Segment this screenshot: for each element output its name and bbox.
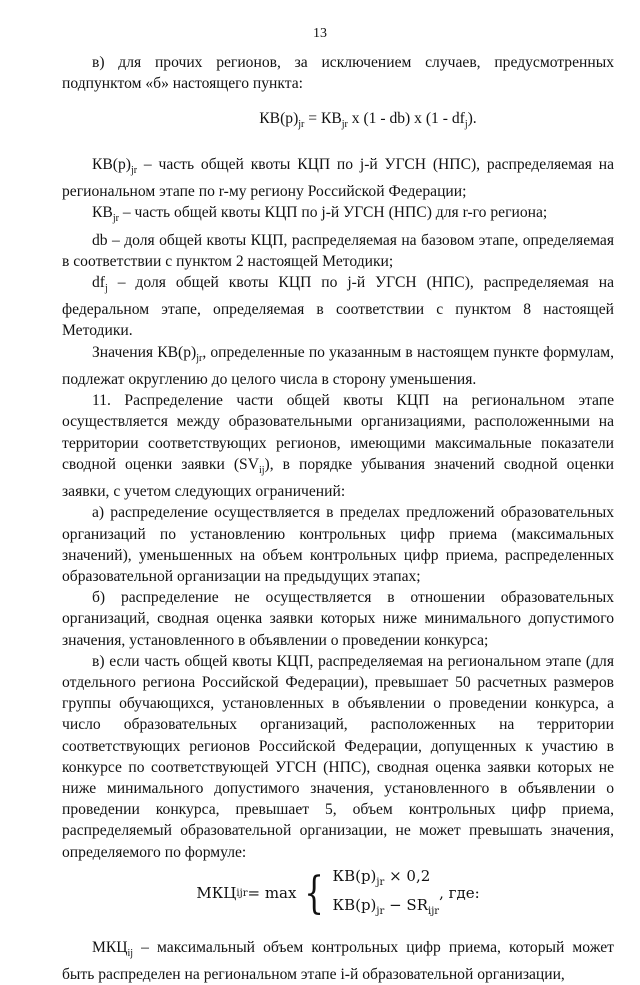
paragraph-a: а) распределение осуществляется в пределах предложений образовательных организаций по установлению контрольных цифр приема (максимальных значений), уменьшенных на объем контрольных цифр приема, распределенных образовательной организации на предыдущих этапах; [62, 504, 614, 585]
formula-mkc: МКЦ ijr = max { $КВ(р)_{jr} \times 0,2$ $КВ(р)_{jr} - SR_{ijr}$ , где: [62, 865, 614, 923]
formula-cases: $КВ(р)_{jr} \times 0,2$ $КВ(р)_{jr} - SR_{ijr}$ [332, 866, 440, 917]
definition-mkc: $МКЦ_{ij}$ – максимальный объем контрольных цифр приема, который может быть распределен на региональном этапе i-й образовательной организации, [62, 938, 614, 984]
definition-db: db – доля общей квоты КЦП, распределяемая на базовом этапе, определяемая в соответствии с пунктом 2 настоящей Методики; [62, 231, 614, 270]
document-body [62, 52, 614, 985]
paragraph-v2: в) если часть общей квоты КЦП, распределяемая на региональном этапе (для отдельного региона Российской Федерации), превышает 50 расчетных размеров группы обучающихся, установленных в объявлении о проведении конкурса, а число образовательных организаций, расположенных на территории соответствующих регионов Российской Федерации, допущенных к участию в конкурсе по соответствующей УГСН (НПС), сводная оценка заявки которых не ниже минимального допустимого значения, установленного в объявлении о проведении конкурса, превышает 5, объем контрольных цифр приема, распределяемый образовательной организации, не может превышать значения, определяемого по формуле: [62, 652, 614, 861]
definition-df: $df_j$ – доля общей квоты КЦП по j-й УГСН (НПС), распределяемая на федеральном этапе, определяемая в соответствии с пунктом 8 настоящей Методики. [62, 273, 614, 340]
definition-kvp: $КВ(р)_{jr}$ – часть общей квоты КЦП по j-й УГСН (НПС), распределяемая на региональном этапе по r-му региону Российской Федерации; [62, 155, 614, 201]
page-number: 13 [313, 26, 327, 41]
paragraph-v: в) для прочих регионов, за исключением случаев, предусмотренных подпунктом «б» настоящего пункта: [62, 54, 614, 93]
paragraph-b: б) распределение не осуществляется в отношении образовательных организаций, сводная оценка заявки которых ниже минимального допустимого значения, установленного в объявлении о проведении конкурса; [62, 589, 614, 649]
brace-symbol: { [304, 867, 325, 919]
definition-kv: $КВ_{jr}$ – часть общей квоты КЦП по j-й УГСН (НПС) для r-го региона; [92, 204, 548, 225]
paragraph-values: Значения $КВ(р)_{jr}$, определенные по указанным в настоящем пункте формулам, подлежат округлению до целого числа в сторону уменьшения. [62, 343, 615, 388]
paragraph-11: 11. Распределение части общей квоты КЦП на региональном этапе осуществляется между образовательными организациями, расположенными на территории соответствующих регионов, имеющими максимальные показатели сводной оценки заявки $(SV_{ij})$, в порядке убывания значений сводной оценки заявки, с учетом следующих ограничений: [62, 392, 614, 501]
formula-kvp: $КВ(р)_{jr} = КВ_{jr}$ х (1 - db) х $(1 - df_j)$. [259, 110, 477, 131]
